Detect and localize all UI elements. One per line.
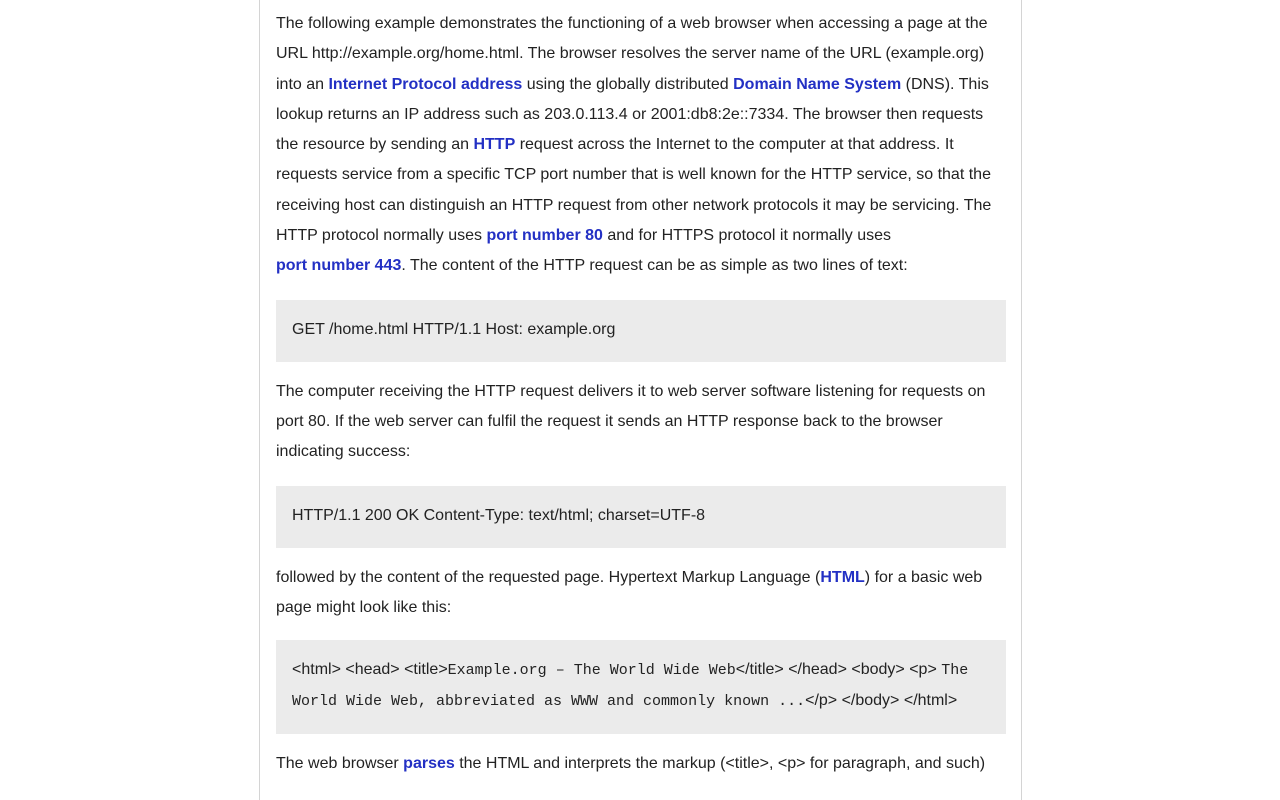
link-internet-protocol-address[interactable]: Internet Protocol address	[328, 75, 523, 93]
article-content	[276, 9, 1006, 779]
code-block-html-example: <html> <head> <title>Example.org – The World Wide Web</title> </head> <body> <p> The World Wide Web, abbreviated as WWW and commonly known ...</p> </body> </html>	[276, 640, 1006, 734]
paragraph-server-response: The computer receiving the HTTP request delivers it to web server software listening for requests on port 80. If the web server can fulfil the request it sends an HTTP response back to the browser indicating success:	[276, 382, 986, 461]
paragraph-html-intro: followed by the content of the requested page. Hypertext Markup Language (HTML) for a basic web page might look like this:	[276, 568, 983, 616]
link-port-number-80[interactable]: port number 80	[486, 227, 603, 245]
link-parses[interactable]: parses	[403, 755, 455, 773]
paragraph-browser-example: The following example demonstrates the functioning of a web browser when accessing a page at the URL http://example.org/home.html. The browser resolves the server name of the URL (example.org) into an Internet Protocol address using the globally distributed Domain Name System (DNS). This lookup returns an IP address such as 203.0.113.4 or 2001:db8:2e::7334. The browser then requests the resource by sending an HTTP request across the Internet to the computer at that address. It requests service from a specific TCP port number that is well known for the HTTP service, so that the receiving host can distinguish an HTTP request from other network protocols it may be servicing. The HTTP protocol normally uses port number 80 and for HTTPS protocol it normally uses port number 443. The content of the HTTP request can be as simple as two lines of text:	[276, 15, 992, 275]
code-block-http-request: GET /home.html HTTP/1.1 Host: example.org	[276, 300, 1006, 362]
link-port-number-443[interactable]: port number 443	[276, 257, 402, 275]
article-page	[259, 0, 1022, 800]
link-domain-name-system[interactable]: Domain Name System	[733, 75, 902, 93]
link-html[interactable]: HTML	[820, 568, 865, 586]
paragraph-browser-parses: The web browser parses the HTML and interprets the markup (<title>, <p> for paragraph, and such)	[276, 755, 986, 773]
code-block-http-response: HTTP/1.1 200 OK Content-Type: text/html; charset=UTF-8	[276, 486, 1006, 548]
link-http[interactable]: HTTP	[473, 136, 516, 154]
